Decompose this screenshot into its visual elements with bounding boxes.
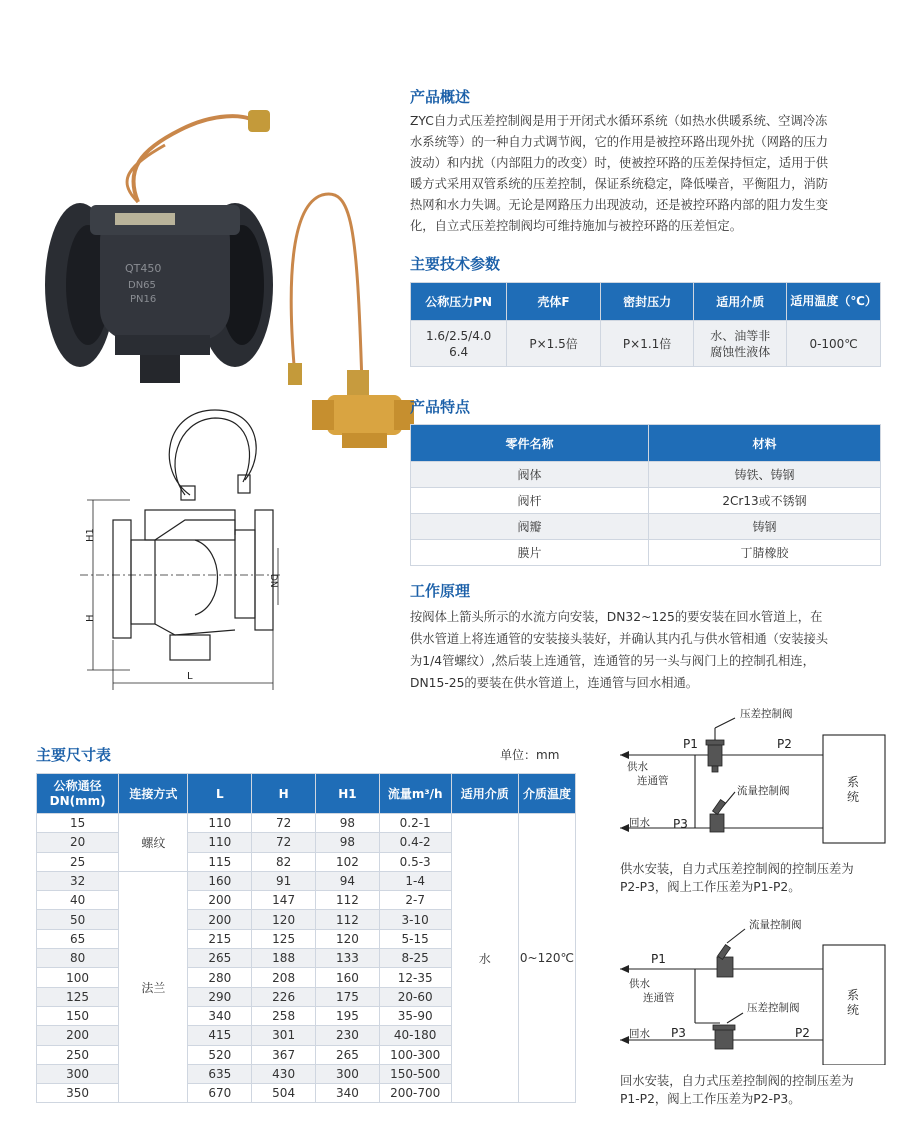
- dims-cell: 112: [316, 910, 380, 929]
- svg-text:DN65: DN65: [128, 280, 156, 291]
- dim-dn-label: DN: [268, 574, 278, 588]
- feature-part: 阀瓣: [411, 514, 649, 540]
- d1-return: 回水: [629, 817, 650, 829]
- dims-cell: 150: [37, 1006, 119, 1025]
- feature-part: 阀体: [411, 462, 649, 488]
- features-title: 产品特点: [410, 398, 471, 416]
- dims-cell: 200: [188, 891, 252, 910]
- tech-table: [410, 282, 881, 367]
- dims-cell: 175: [316, 987, 380, 1006]
- features-table: [410, 424, 881, 566]
- dims-cell: 20: [37, 833, 119, 852]
- dims-cell: 133: [316, 949, 380, 968]
- overview-text: [410, 111, 885, 237]
- pn-line2: 6.4: [449, 344, 469, 359]
- d1-system-2: 统: [847, 790, 860, 804]
- overview-line: 暖方式采用双管系统的压差控制，保证系统稳定，降低噪音，平衡阻力，消防: [410, 177, 829, 191]
- dims-cell: 215: [188, 929, 252, 948]
- product-photo-brass-valve: [282, 185, 417, 455]
- dims-cell: 160: [188, 871, 252, 890]
- dims-cell: 125: [37, 987, 119, 1006]
- dims-cell: 367: [252, 1045, 316, 1064]
- dims-cell: 0.5-3: [379, 852, 451, 871]
- d1-p3: P3: [673, 817, 688, 831]
- dims-cell: 98: [316, 833, 380, 852]
- tech-title: 主要技术参数: [410, 255, 501, 273]
- dims-cell: 2-7: [379, 891, 451, 910]
- dim-h1-label: H1: [85, 528, 96, 542]
- feature-material: 丁腈橡胶: [649, 540, 881, 566]
- dims-cell: 160: [316, 968, 380, 987]
- d2-p1: P1: [651, 952, 666, 966]
- dims-cell: 226: [252, 987, 316, 1006]
- principle-line: 按阀体上箭头所示的水流方向安装，DN32~125的要安装在回水管道上，在: [410, 610, 823, 624]
- d2-valve-mid: 压差控制阀: [747, 1002, 800, 1014]
- d2-connect: 连通管: [643, 992, 675, 1004]
- dims-cell: 25: [37, 852, 119, 871]
- d1-note-line: 供水安装，自力式压差控制阀的控制压差为: [620, 862, 854, 876]
- dims-cell: 螺纹: [119, 814, 188, 872]
- dims-cell: 195: [316, 1006, 380, 1025]
- dims-cell: 115: [188, 852, 252, 871]
- tech-header: 适用介质: [694, 283, 787, 321]
- dims-table: [36, 773, 576, 1103]
- dims-cell: 35-90: [379, 1006, 451, 1025]
- d2-return: 回水: [629, 1028, 650, 1040]
- diagram2-note: [620, 1072, 854, 1108]
- dims-cell: 0.2-1: [379, 814, 451, 833]
- d2-p2: P2: [795, 1026, 810, 1040]
- dims-cell: 635: [188, 1064, 252, 1083]
- dims-cell: 32: [37, 871, 119, 890]
- dims-cell: 125: [252, 929, 316, 948]
- dims-cell: 430: [252, 1064, 316, 1083]
- features-header: 材料: [649, 425, 881, 462]
- dims-cell: 0~120℃: [518, 814, 575, 1103]
- dimension-drawing: [75, 400, 280, 700]
- dims-cell: 102: [316, 852, 380, 871]
- d1-connect: 连通管: [637, 775, 669, 787]
- dims-cell: 200: [188, 910, 252, 929]
- dims-cell: 120: [252, 910, 316, 929]
- tech-cell-pn: [411, 321, 507, 367]
- principle-line: 供水管道上将连通管的安装接头装好，并确认其内孔与供水管相通（安装接头: [410, 632, 829, 646]
- tech-header: 公称压力PN: [411, 283, 507, 321]
- dims-cell: 80: [37, 949, 119, 968]
- dims-header: 介质温度: [518, 774, 575, 814]
- dims-cell: 250: [37, 1045, 119, 1064]
- dims-cell: 40-180: [379, 1026, 451, 1045]
- pn-line1: 1.6/2.5/4.0: [425, 328, 492, 343]
- dims-cell: 258: [252, 1006, 316, 1025]
- dims-header: 流量m³/h: [379, 774, 451, 814]
- d2-note-line: P1-P2，阀上工作压差为P2-P3。: [620, 1092, 801, 1106]
- tech-header: 密封压力: [600, 283, 694, 321]
- svg-text:PN16: PN16: [130, 294, 157, 305]
- d1-note-line: P2-P3，阀上工作压差为P1-P2。: [620, 880, 801, 894]
- dims-cell: 290: [188, 987, 252, 1006]
- overview-line: ZYC自力式压差控制阀是用于开闭式水循环系统（如热水供暖系统、空调冷冻: [410, 114, 828, 128]
- dims-cell: 200: [37, 1026, 119, 1045]
- d2-valve-top: 流量控制阀: [749, 919, 802, 931]
- features-header: 零件名称: [411, 425, 649, 462]
- feature-material: 铸钢: [649, 514, 881, 540]
- dims-cell: 12-35: [379, 968, 451, 987]
- dims-cell: 112: [316, 891, 380, 910]
- feature-material: 铸铁、铸钢: [649, 462, 881, 488]
- dims-cell: 1-4: [379, 871, 451, 890]
- d2-supply: 供水: [629, 978, 650, 990]
- medium-line1: 水、油等非: [710, 328, 771, 343]
- dims-cell: 504: [252, 1084, 316, 1103]
- svg-text:QT450: QT450: [125, 262, 162, 275]
- tech-cell-medium: [694, 321, 787, 367]
- dim-h-label: H: [85, 614, 96, 622]
- dims-cell: 20-60: [379, 987, 451, 1006]
- dims-cell: 94: [316, 871, 380, 890]
- dims-cell: 72: [252, 833, 316, 852]
- d2-p3: P3: [671, 1026, 686, 1040]
- dims-cell: 301: [252, 1026, 316, 1045]
- dims-cell: 98: [316, 814, 380, 833]
- tech-cell-shell: P×1.5倍: [507, 321, 601, 367]
- dims-cell: 147: [252, 891, 316, 910]
- dims-cell: 208: [252, 968, 316, 987]
- dims-cell: 110: [188, 814, 252, 833]
- tech-cell-temp: 0-100℃: [787, 321, 881, 367]
- dims-header: L: [188, 774, 252, 814]
- dims-cell: 350: [37, 1084, 119, 1103]
- principle-text: [410, 606, 885, 694]
- dims-cell: 水: [451, 814, 518, 1103]
- diagram1-note: [620, 860, 854, 896]
- dims-cell: 200-700: [379, 1084, 451, 1103]
- dims-header: 连接方式: [119, 774, 188, 814]
- dims-cell: 230: [316, 1026, 380, 1045]
- dims-header: 适用介质: [451, 774, 518, 814]
- dims-cell: 150-500: [379, 1064, 451, 1083]
- feature-part: 阀杆: [411, 488, 649, 514]
- dims-cell: 300: [37, 1064, 119, 1083]
- install-diagram-supply: [615, 700, 895, 850]
- dims-cell: 15: [37, 814, 119, 833]
- dims-cell: 265: [188, 949, 252, 968]
- dims-cell: 法兰: [119, 871, 188, 1103]
- principle-title: 工作原理: [410, 582, 471, 600]
- dims-unit: 单位：mm: [500, 748, 560, 762]
- dims-row: [37, 814, 576, 833]
- dims-cell: 50: [37, 910, 119, 929]
- dims-cell: 40: [37, 891, 119, 910]
- dims-cell: 415: [188, 1026, 252, 1045]
- d2-system-1: 系: [847, 988, 860, 1002]
- dims-cell: 120: [316, 929, 380, 948]
- tech-header: 壳体F: [507, 283, 601, 321]
- d1-valve-mid: 流量控制阀: [737, 785, 790, 797]
- overview-line: 热网和水力失调。无论是网路压力出现波动，还是被控环路内部的阻力发生变: [410, 198, 829, 212]
- principle-line: DN15-25的要装在供水管道上，连通管与回水相通。: [410, 676, 699, 690]
- overview-title: 产品概述: [410, 88, 471, 106]
- d1-supply: 供水: [627, 761, 648, 773]
- d1-valve-top: 压差控制阀: [740, 708, 793, 720]
- d2-system-2: 统: [847, 1003, 860, 1017]
- dims-cell: 82: [252, 852, 316, 871]
- dims-title: 主要尺寸表: [36, 746, 112, 764]
- dim-l-label: L: [187, 671, 193, 682]
- dims-cell: 8-25: [379, 949, 451, 968]
- d1-system-1: 系: [847, 775, 860, 789]
- dims-cell: 100: [37, 968, 119, 987]
- principle-line: 为1/4管螺纹）,然后装上连通管，连通管的另一头与阀门上的控制孔相连，: [410, 654, 815, 668]
- tech-header: 适用温度（℃）: [787, 283, 881, 321]
- dims-cell: 300: [316, 1064, 380, 1083]
- dims-cell: 110: [188, 833, 252, 852]
- feature-part: 膜片: [411, 540, 649, 566]
- dims-header: H1: [316, 774, 380, 814]
- d1-p2: P2: [777, 737, 792, 751]
- dims-cell: 72: [252, 814, 316, 833]
- dims-cell: 340: [316, 1084, 380, 1103]
- overview-line: 化，自立式压差控制阀均可维持施加与被控环路的压差恒定。: [410, 219, 743, 233]
- dims-cell: 520: [188, 1045, 252, 1064]
- dims-header: H: [252, 774, 316, 814]
- dims-cell: 3-10: [379, 910, 451, 929]
- overview-line: 波动）和内扰（内部阻力的改变）时，使被控环路的压差保持恒定，适用于供: [410, 156, 829, 170]
- dims-cell: 65: [37, 929, 119, 948]
- dims-cell: 188: [252, 949, 316, 968]
- dims-cell: 91: [252, 871, 316, 890]
- dims-cell: 5-15: [379, 929, 451, 948]
- dims-header: 公称通径DN(mm): [37, 774, 119, 814]
- d1-p1: P1: [683, 737, 698, 751]
- tech-cell-seal: P×1.1倍: [600, 321, 694, 367]
- d2-note-line: 回水安装，自力式压差控制阀的控制压差为: [620, 1074, 854, 1088]
- medium-line2: 腐蚀性液体: [710, 344, 771, 359]
- dims-cell: 265: [316, 1045, 380, 1064]
- dims-cell: 280: [188, 968, 252, 987]
- dims-cell: 670: [188, 1084, 252, 1103]
- product-photo-large-valve: [30, 90, 285, 390]
- overview-line: 水系统等）的一种自力式调节阀，它的作用是被控环路出现外扰（网路的压力: [410, 135, 829, 149]
- feature-material: 2Cr13或不锈钢: [649, 488, 881, 514]
- dims-cell: 0.4-2: [379, 833, 451, 852]
- dims-cell: 340: [188, 1006, 252, 1025]
- dims-cell: 100-300: [379, 1045, 451, 1064]
- install-diagram-return: [615, 915, 895, 1065]
